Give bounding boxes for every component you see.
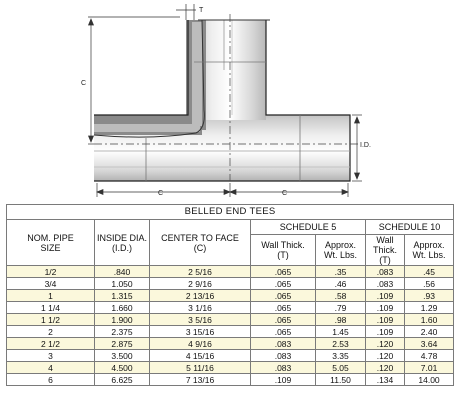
cell-inside-dia: .840: [95, 266, 150, 278]
cell-center-to-face: 4 9/16: [150, 338, 251, 350]
cell-sch10-wall: .083: [366, 278, 405, 290]
table-row: [7, 302, 454, 314]
cell-sch10-wall: .109: [366, 314, 405, 326]
col-header-sch10-weight: Approx. Wt. Lbs.: [405, 235, 454, 266]
cell-sch10-weight: 7.01: [405, 362, 454, 374]
dim-label-left: C: [158, 190, 164, 197]
cell-center-to-face: 2 13/16: [150, 290, 251, 302]
cell-inside-dia: 3.500: [95, 350, 150, 362]
tee-body: [94, 20, 350, 181]
cell-pipe-size: 1/2: [7, 266, 95, 278]
cell-sch10-wall: .134: [366, 374, 405, 386]
cell-inside-dia: 1.900: [95, 314, 150, 326]
cell-sch10-weight: 1.29: [405, 302, 454, 314]
col-header-sch5-wall: Wall Thick. (T): [251, 235, 316, 266]
table-body: [7, 266, 454, 386]
col-header-sch10-wall: Wall Thick. (T): [366, 235, 405, 266]
cell-sch10-wall: .109: [366, 326, 405, 338]
dim-label-wall: T: [199, 7, 204, 14]
cell-inside-dia: 4.500: [95, 362, 150, 374]
cell-pipe-size: 4: [7, 362, 95, 374]
cell-sch5-weight: 3.35: [316, 350, 366, 362]
cell-sch5-weight: .58: [316, 290, 366, 302]
cell-sch10-weight: .93: [405, 290, 454, 302]
cell-sch10-weight: 1.60: [405, 314, 454, 326]
cell-pipe-size: 1 1/2: [7, 314, 95, 326]
table-row: [7, 338, 454, 350]
col-header-inside-dia: INSIDE DIA. (I.D.): [95, 220, 150, 266]
cell-inside-dia: 6.625: [95, 374, 150, 386]
cell-pipe-size: 2 1/2: [7, 338, 95, 350]
cell-sch5-weight: .79: [316, 302, 366, 314]
col-header-sch5-weight: Approx. Wt. Lbs.: [316, 235, 366, 266]
cell-sch5-wall: .083: [251, 362, 316, 374]
cell-sch10-weight: .56: [405, 278, 454, 290]
cell-inside-dia: 1.315: [95, 290, 150, 302]
group-header-schedule-5: SCHEDULE 5: [251, 220, 366, 235]
cell-sch5-wall: .065: [251, 302, 316, 314]
cell-sch10-weight: .45: [405, 266, 454, 278]
cell-center-to-face: 3 1/16: [150, 302, 251, 314]
cell-sch10-wall: .109: [366, 290, 405, 302]
table-row: [7, 278, 454, 290]
cell-sch5-weight: .35: [316, 266, 366, 278]
table-row: [7, 266, 454, 278]
cell-sch5-wall: .065: [251, 314, 316, 326]
cell-sch5-weight: 2.53: [316, 338, 366, 350]
cell-center-to-face: 3 5/16: [150, 314, 251, 326]
cell-sch5-weight: 1.45: [316, 326, 366, 338]
cell-sch10-weight: 4.78: [405, 350, 454, 362]
col-header-pipe-size: NOM. PIPE SIZE: [7, 220, 95, 266]
cell-sch10-wall: .120: [366, 338, 405, 350]
cell-sch5-weight: .98: [316, 314, 366, 326]
cell-inside-dia: 1.660: [95, 302, 150, 314]
cell-sch10-wall: .083: [366, 266, 405, 278]
cell-sch5-wall: .065: [251, 290, 316, 302]
table-row: [7, 314, 454, 326]
cell-sch10-weight: 2.40: [405, 326, 454, 338]
cell-sch5-weight: 11.50: [316, 374, 366, 386]
cell-sch5-wall: .065: [251, 266, 316, 278]
cell-center-to-face: 4 15/16: [150, 350, 251, 362]
cell-sch10-wall: .120: [366, 362, 405, 374]
cell-center-to-face: 3 15/16: [150, 326, 251, 338]
dim-label-right: C: [282, 190, 288, 197]
cell-sch5-wall: .065: [251, 278, 316, 290]
cell-pipe-size: 6: [7, 374, 95, 386]
cell-sch5-wall: .083: [251, 338, 316, 350]
group-header-schedule-10: SCHEDULE 10: [366, 220, 454, 235]
cell-sch5-wall: .083: [251, 350, 316, 362]
dim-label-height: C: [80, 80, 86, 87]
cell-pipe-size: 1 1/4: [7, 302, 95, 314]
cell-sch5-weight: 5.05: [316, 362, 366, 374]
cell-center-to-face: 2 5/16: [150, 266, 251, 278]
col-header-center-to-face: CENTER TO FACE (C): [150, 220, 251, 266]
cell-sch5-wall: .109: [251, 374, 316, 386]
cell-pipe-size: 3/4: [7, 278, 95, 290]
table-row: [7, 362, 454, 374]
cell-sch10-wall: .120: [366, 350, 405, 362]
table-row: [7, 350, 454, 362]
dim-label-id: I.D.: [360, 142, 371, 149]
cell-sch5-wall: .065: [251, 326, 316, 338]
cell-sch10-weight: 3.64: [405, 338, 454, 350]
table-row: [7, 374, 454, 386]
cell-pipe-size: 2: [7, 326, 95, 338]
cell-center-to-face: 5 11/16: [150, 362, 251, 374]
cell-pipe-size: 1: [7, 290, 95, 302]
cell-inside-dia: 2.875: [95, 338, 150, 350]
cell-inside-dia: 2.375: [95, 326, 150, 338]
cell-sch10-wall: .109: [366, 302, 405, 314]
cell-sch5-weight: .46: [316, 278, 366, 290]
table-title: BELLED END TEES: [7, 205, 454, 220]
cell-center-to-face: 2 9/16: [150, 278, 251, 290]
table-row: [7, 290, 454, 302]
cell-center-to-face: 7 13/16: [150, 374, 251, 386]
table-row: [7, 326, 454, 338]
cell-inside-dia: 1.050: [95, 278, 150, 290]
belled-end-tees-table: [6, 204, 454, 386]
cell-sch10-weight: 14.00: [405, 374, 454, 386]
cell-pipe-size: 3: [7, 350, 95, 362]
